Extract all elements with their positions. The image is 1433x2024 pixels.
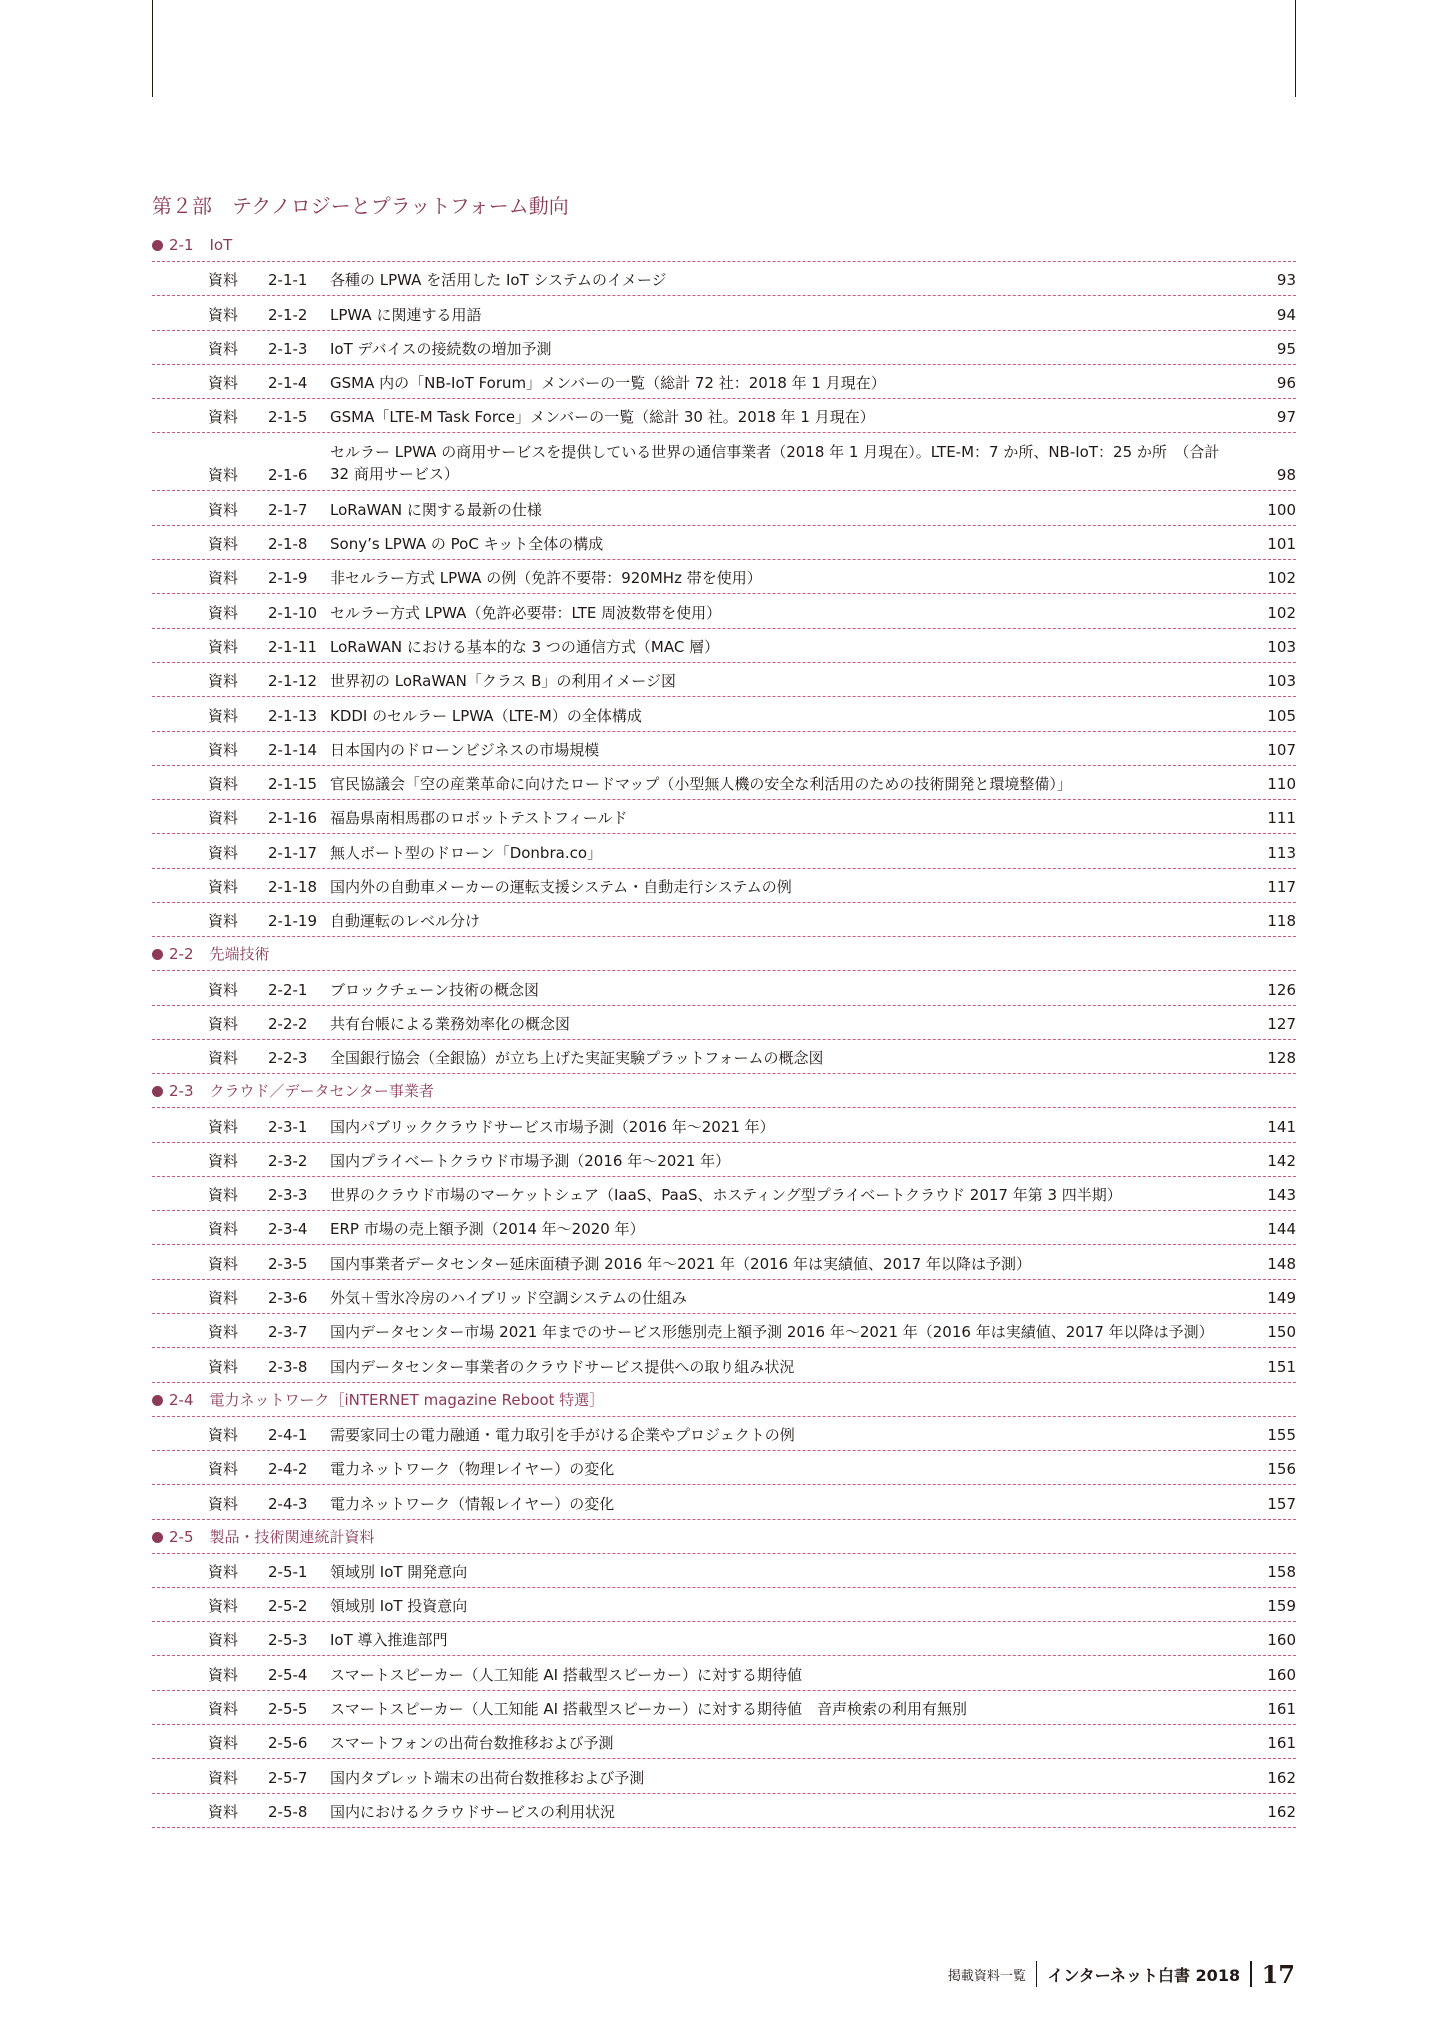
list-item bbox=[152, 262, 1296, 296]
item-title: スマートスピーカー（人工知能 AI 搭載型スピーカー）に対する期待値 bbox=[330, 1665, 802, 1684]
item-number: 2-3-7 bbox=[268, 1323, 308, 1342]
list-item bbox=[152, 903, 1296, 937]
item-code: 資料 bbox=[208, 843, 239, 862]
section-heading bbox=[152, 1074, 1296, 1108]
section-title: クラウド／データセンター事業者 bbox=[209, 1082, 434, 1101]
list-item bbox=[152, 1211, 1296, 1245]
item-title: ERP 市場の売上額予測（2014 年～2020 年） bbox=[330, 1220, 645, 1239]
item-code: 資料 bbox=[208, 1220, 239, 1239]
item-code: 資料 bbox=[208, 912, 239, 931]
item-page: 126 bbox=[1267, 980, 1296, 999]
item-title: セルラー LPWA の商用サービスを提供している世界の通信事業者（2018 年 1 月現在）。LTE-M：7 か所、NB-IoT：25 か所 （合計 32 商用サービス） bbox=[330, 443, 1220, 484]
item-code: 資料 bbox=[208, 1734, 239, 1753]
item-code: 資料 bbox=[208, 1768, 239, 1787]
item-code: 資料 bbox=[208, 1289, 239, 1308]
item-number: 2-4-1 bbox=[268, 1425, 308, 1444]
item-title: 日本国内のドローンビジネスの市場規模 bbox=[330, 740, 600, 759]
item-code: 資料 bbox=[208, 569, 239, 588]
item-number: 2-1-19 bbox=[268, 912, 317, 931]
item-code: 資料 bbox=[208, 500, 239, 519]
item-number: 2-1-13 bbox=[268, 706, 317, 725]
item-title: スマートスピーカー（人工知能 AI 搭載型スピーカー）に対する期待値 音声検索の利用有無別 bbox=[330, 1699, 967, 1718]
list-item bbox=[152, 1622, 1296, 1656]
item-page: 149 bbox=[1267, 1289, 1296, 1308]
item-number: 2-1-12 bbox=[268, 672, 317, 691]
item-title: 福島県南相馬郡のロボットテストフィールド bbox=[330, 809, 628, 828]
list-item bbox=[152, 1040, 1296, 1074]
list-item bbox=[152, 331, 1296, 365]
item-page: 144 bbox=[1267, 1220, 1296, 1239]
item-code: 資料 bbox=[208, 1665, 239, 1684]
item-number: 2-5-1 bbox=[268, 1562, 308, 1581]
section-title: IoT bbox=[209, 236, 233, 254]
item-title: 世界初の LoRaWAN「クラス B」の利用イメージ図 bbox=[330, 672, 676, 691]
item-number: 2-1-3 bbox=[268, 339, 308, 358]
item-page: 160 bbox=[1267, 1665, 1296, 1684]
item-number: 2-3-5 bbox=[268, 1254, 308, 1273]
item-number: 2-1-18 bbox=[268, 878, 317, 897]
list-item bbox=[152, 491, 1296, 525]
item-number: 2-1-16 bbox=[268, 809, 317, 828]
list-item bbox=[152, 1245, 1296, 1279]
item-number: 2-5-8 bbox=[268, 1802, 308, 1821]
list-item bbox=[152, 663, 1296, 697]
item-number: 2-5-4 bbox=[268, 1665, 308, 1684]
list-item bbox=[152, 697, 1296, 731]
bullet-dot-icon bbox=[152, 1532, 163, 1543]
item-code: 資料 bbox=[208, 374, 239, 393]
item-page: 156 bbox=[1267, 1460, 1296, 1479]
item-page: 96 bbox=[1276, 374, 1296, 393]
list-item bbox=[152, 1006, 1296, 1040]
item-code: 資料 bbox=[208, 1323, 239, 1342]
list-item bbox=[152, 1143, 1296, 1177]
item-code: 資料 bbox=[208, 339, 239, 358]
crop-mark-left bbox=[152, 0, 153, 97]
item-title: GSMA「LTE-M Task Force」メンバーの一覧（総計 30 社。2018 年 1 月現在） bbox=[330, 408, 875, 427]
item-title: セルラー方式 LPWA（免許必要帯：LTE 周波数帯を使用） bbox=[330, 603, 722, 622]
item-number: 2-2-2 bbox=[268, 1014, 308, 1033]
item-page: 151 bbox=[1267, 1357, 1296, 1376]
item-number: 2-1-7 bbox=[268, 500, 308, 519]
item-page: 118 bbox=[1267, 912, 1296, 931]
list-item bbox=[152, 834, 1296, 868]
item-page: 103 bbox=[1267, 672, 1296, 691]
part-title: 第２部 テクノロジーとプラットフォーム動向 bbox=[152, 194, 569, 218]
item-page: 155 bbox=[1267, 1425, 1296, 1444]
item-number: 2-1-15 bbox=[268, 775, 317, 794]
bullet-dot-icon bbox=[152, 240, 163, 251]
item-number: 2-5-3 bbox=[268, 1631, 308, 1650]
footer-divider bbox=[1250, 1961, 1252, 1987]
list-item bbox=[152, 1451, 1296, 1485]
item-code: 資料 bbox=[208, 1425, 239, 1444]
item-title: 世界のクラウド市場のマーケットシェア（IaaS、PaaS、ホスティング型プライベートクラウド 2017 年第 3 四半期） bbox=[330, 1186, 1122, 1205]
list-item bbox=[152, 1588, 1296, 1622]
item-title: 国内データセンター市場 2021 年までのサービス形態別売上額予測 2016 年～2021 年（2016 年は実績値、2017 年以降は予測） bbox=[330, 1323, 1214, 1342]
item-code: 資料 bbox=[208, 637, 239, 656]
item-title: 電力ネットワーク（情報レイヤー）の変化 bbox=[330, 1494, 615, 1513]
item-number: 2-1-8 bbox=[268, 535, 308, 554]
item-title: 各種の LPWA を活用した IoT システムのイメージ bbox=[330, 271, 667, 290]
item-number: 2-1-11 bbox=[268, 637, 317, 656]
item-title: 外気＋雪氷冷房のハイブリッド空調システムの仕組み bbox=[330, 1289, 687, 1308]
item-number: 2-5-2 bbox=[268, 1597, 308, 1616]
list-item bbox=[152, 1485, 1296, 1519]
item-number: 2-2-3 bbox=[268, 1049, 308, 1068]
item-title: ブロックチェーン技術の概念図 bbox=[330, 980, 539, 999]
list-item bbox=[152, 433, 1296, 491]
item-code: 資料 bbox=[208, 1117, 239, 1136]
list-item bbox=[152, 629, 1296, 663]
item-page: 161 bbox=[1267, 1699, 1296, 1718]
item-title: 領域別 IoT 投資意向 bbox=[330, 1597, 468, 1616]
item-code: 資料 bbox=[208, 1049, 239, 1068]
item-number: 2-3-1 bbox=[268, 1117, 308, 1136]
item-page: 105 bbox=[1267, 706, 1296, 725]
section-number: 2-5 bbox=[169, 1527, 194, 1546]
item-title: 非セルラー方式 LPWA の例（免許不要帯：920MHz 帯を使用） bbox=[330, 569, 762, 588]
item-page: 94 bbox=[1276, 305, 1296, 324]
item-code: 資料 bbox=[208, 775, 239, 794]
item-code: 資料 bbox=[208, 1357, 239, 1376]
item-title: 国内外の自動車メーカーの運転支援システム・自動走行システムの例 bbox=[330, 878, 792, 897]
list-item bbox=[152, 1691, 1296, 1725]
section-title: 製品・技術関連統計資料 bbox=[209, 1527, 375, 1546]
item-title: KDDI のセルラー LPWA（LTE-M）の全体構成 bbox=[330, 706, 642, 725]
list-item bbox=[152, 296, 1296, 330]
item-page: 157 bbox=[1267, 1494, 1296, 1513]
toc-list bbox=[152, 188, 1296, 1828]
item-code: 資料 bbox=[208, 305, 239, 324]
item-title: IoT 導入推進部門 bbox=[330, 1631, 448, 1650]
list-item bbox=[152, 560, 1296, 594]
list-item bbox=[152, 1656, 1296, 1690]
item-page: 95 bbox=[1276, 339, 1296, 358]
item-code: 資料 bbox=[208, 809, 239, 828]
item-number: 2-1-5 bbox=[268, 408, 308, 427]
item-page: 100 bbox=[1267, 500, 1296, 519]
item-title: 国内タブレット端末の出荷台数推移および予測 bbox=[330, 1768, 645, 1787]
item-title: IoT デバイスの接続数の増加予測 bbox=[330, 339, 552, 358]
item-title: 国内事業者データセンター延床面積予測 2016 年～2021 年（2016 年は実績値、2017 年以降は予測） bbox=[330, 1254, 1031, 1273]
item-title: 全国銀行協会（全銀協）が立ち上げた実証実験プラットフォームの概念図 bbox=[330, 1049, 824, 1068]
item-code: 資料 bbox=[208, 1597, 239, 1616]
item-number: 2-1-10 bbox=[268, 603, 317, 622]
item-code: 資料 bbox=[208, 1562, 239, 1581]
section-heading bbox=[152, 228, 1296, 262]
item-code: 資料 bbox=[208, 740, 239, 759]
list-item bbox=[152, 1794, 1296, 1828]
item-title: 国内データセンター事業者のクラウドサービス提供への取り組み状況 bbox=[330, 1357, 795, 1376]
item-number: 2-4-2 bbox=[268, 1460, 308, 1479]
section-number: 2-3 bbox=[169, 1082, 194, 1101]
item-page: 141 bbox=[1267, 1117, 1296, 1136]
item-code: 資料 bbox=[208, 466, 239, 485]
item-code: 資料 bbox=[208, 1802, 239, 1821]
list-item bbox=[152, 1280, 1296, 1314]
item-title: スマートフォンの出荷台数推移および予測 bbox=[330, 1734, 614, 1753]
page-footer bbox=[948, 1957, 1295, 1991]
list-item bbox=[152, 1348, 1296, 1382]
item-number: 2-3-3 bbox=[268, 1186, 308, 1205]
item-page: 158 bbox=[1267, 1562, 1296, 1581]
item-number: 2-2-1 bbox=[268, 980, 308, 999]
item-code: 資料 bbox=[208, 1460, 239, 1479]
list-item bbox=[152, 526, 1296, 560]
item-page: 127 bbox=[1267, 1014, 1296, 1033]
item-number: 2-1-4 bbox=[268, 374, 308, 393]
item-number: 2-3-6 bbox=[268, 1289, 308, 1308]
item-code: 資料 bbox=[208, 1494, 239, 1513]
sections-container bbox=[152, 228, 1296, 1828]
item-page: 110 bbox=[1267, 775, 1296, 794]
footer-page-number: 17 bbox=[1261, 1959, 1295, 1989]
item-code: 資料 bbox=[208, 271, 239, 290]
item-page: 143 bbox=[1267, 1186, 1296, 1205]
footer-book-title: インターネット白書 2018 bbox=[1047, 1965, 1241, 1985]
section-heading bbox=[152, 1383, 1296, 1417]
section-number: 2-1 bbox=[169, 236, 194, 254]
item-page: 117 bbox=[1267, 878, 1296, 897]
item-number: 2-5-5 bbox=[268, 1699, 308, 1718]
item-title: LPWA に関連する用語 bbox=[330, 305, 482, 324]
list-item bbox=[152, 1725, 1296, 1759]
list-item bbox=[152, 732, 1296, 766]
item-page: 148 bbox=[1267, 1254, 1296, 1273]
item-title: 国内パブリッククラウドサービス市場予測（2016 年～2021 年） bbox=[330, 1117, 775, 1136]
bullet-dot-icon bbox=[152, 1395, 163, 1406]
item-title: 国内プライベートクラウド市場予測（2016 年～2021 年） bbox=[330, 1151, 731, 1170]
list-item bbox=[152, 1314, 1296, 1348]
item-page: 161 bbox=[1267, 1734, 1296, 1753]
item-page: 159 bbox=[1267, 1597, 1296, 1616]
item-title: 電力ネットワーク（物理レイヤー）の変化 bbox=[330, 1460, 615, 1479]
section-number: 2-2 bbox=[169, 945, 194, 964]
section-number: 2-4 bbox=[169, 1390, 194, 1409]
item-number: 2-3-4 bbox=[268, 1220, 308, 1239]
item-page: 97 bbox=[1276, 408, 1296, 427]
footer-divider bbox=[1036, 1961, 1038, 1987]
list-item bbox=[152, 869, 1296, 903]
section-title: 電力ネットワーク［iNTERNET magazine Reboot 特選］ bbox=[209, 1390, 605, 1409]
item-title: 国内におけるクラウドサービスの利用状況 bbox=[330, 1802, 616, 1821]
item-number: 2-5-6 bbox=[268, 1734, 308, 1753]
item-page: 113 bbox=[1267, 843, 1296, 862]
item-page: 160 bbox=[1267, 1631, 1296, 1650]
item-code: 資料 bbox=[208, 1631, 239, 1650]
item-code: 資料 bbox=[208, 1151, 239, 1170]
item-code: 資料 bbox=[208, 878, 239, 897]
footer-category: 掲載資料一覧 bbox=[947, 1968, 1026, 1984]
bullet-dot-icon bbox=[152, 949, 163, 960]
list-item bbox=[152, 766, 1296, 800]
section-heading bbox=[152, 937, 1296, 971]
item-code: 資料 bbox=[208, 1186, 239, 1205]
item-number: 2-4-3 bbox=[268, 1494, 308, 1513]
item-code: 資料 bbox=[208, 706, 239, 725]
section-title: 先端技術 bbox=[209, 945, 270, 964]
item-page: 162 bbox=[1267, 1768, 1296, 1787]
list-item bbox=[152, 594, 1296, 628]
item-page: 111 bbox=[1267, 809, 1296, 828]
item-code: 資料 bbox=[208, 408, 239, 427]
list-item bbox=[152, 399, 1296, 433]
list-item bbox=[152, 1417, 1296, 1451]
bullet-dot-icon bbox=[152, 1086, 163, 1097]
item-number: 2-1-1 bbox=[268, 271, 308, 290]
item-title: LoRaWAN における基本的な 3 つの通信方式（MAC 層） bbox=[330, 637, 720, 656]
item-title: LoRaWAN に関する最新の仕様 bbox=[330, 500, 542, 519]
item-number: 2-1-17 bbox=[268, 843, 317, 862]
item-code: 資料 bbox=[208, 1254, 239, 1273]
item-page: 101 bbox=[1267, 535, 1296, 554]
item-number: 2-3-2 bbox=[268, 1151, 308, 1170]
list-item bbox=[152, 1554, 1296, 1588]
item-title: Sony’s LPWA の PoC キット全体の構成 bbox=[330, 535, 604, 554]
item-number: 2-1-9 bbox=[268, 569, 308, 588]
item-code: 資料 bbox=[208, 980, 239, 999]
item-title: 自動運転のレベル分け bbox=[330, 912, 481, 931]
item-page: 102 bbox=[1267, 603, 1296, 622]
item-page: 93 bbox=[1276, 271, 1296, 290]
item-code: 資料 bbox=[208, 1014, 239, 1033]
list-item bbox=[152, 1177, 1296, 1211]
item-page: 142 bbox=[1267, 1151, 1296, 1170]
item-title: 無人ボート型のドローン「Donbra.co」 bbox=[330, 843, 603, 862]
item-page: 162 bbox=[1267, 1802, 1296, 1821]
item-page: 103 bbox=[1267, 637, 1296, 656]
item-number: 2-3-8 bbox=[268, 1357, 308, 1376]
item-page: 107 bbox=[1267, 740, 1296, 759]
list-item bbox=[152, 971, 1296, 1005]
item-page: 128 bbox=[1267, 1049, 1296, 1068]
item-number: 2-1-2 bbox=[268, 305, 308, 324]
item-number: 2-1-6 bbox=[268, 466, 308, 485]
list-item bbox=[152, 1108, 1296, 1142]
item-page: 150 bbox=[1267, 1323, 1296, 1342]
item-page: 98 bbox=[1276, 466, 1296, 485]
item-page: 102 bbox=[1267, 569, 1296, 588]
item-number: 2-5-7 bbox=[268, 1768, 308, 1787]
item-title: GSMA 内の「NB-IoT Forum」メンバーの一覧（総計 72 社：2018 年 1 月現在） bbox=[330, 374, 886, 393]
list-item bbox=[152, 365, 1296, 399]
item-title: 需要家同士の電力融通・電力取引を手がける企業やプロジェクトの例 bbox=[330, 1425, 795, 1444]
item-title: 官民協議会「空の産業革命に向けたロードマップ（小型無人機の安全な利活用のための技術開発と環境整備）」 bbox=[330, 775, 1072, 794]
list-item bbox=[152, 800, 1296, 834]
item-title: 共有台帳による業務効率化の概念図 bbox=[330, 1014, 571, 1033]
crop-mark-right bbox=[1295, 0, 1296, 97]
section-heading bbox=[152, 1520, 1296, 1554]
list-item bbox=[152, 1759, 1296, 1793]
item-code: 資料 bbox=[208, 603, 239, 622]
item-code: 資料 bbox=[208, 1699, 239, 1718]
item-number: 2-1-14 bbox=[268, 740, 317, 759]
item-code: 資料 bbox=[208, 672, 239, 691]
item-code: 資料 bbox=[208, 535, 239, 554]
item-title: 領域別 IoT 開発意向 bbox=[330, 1562, 468, 1581]
